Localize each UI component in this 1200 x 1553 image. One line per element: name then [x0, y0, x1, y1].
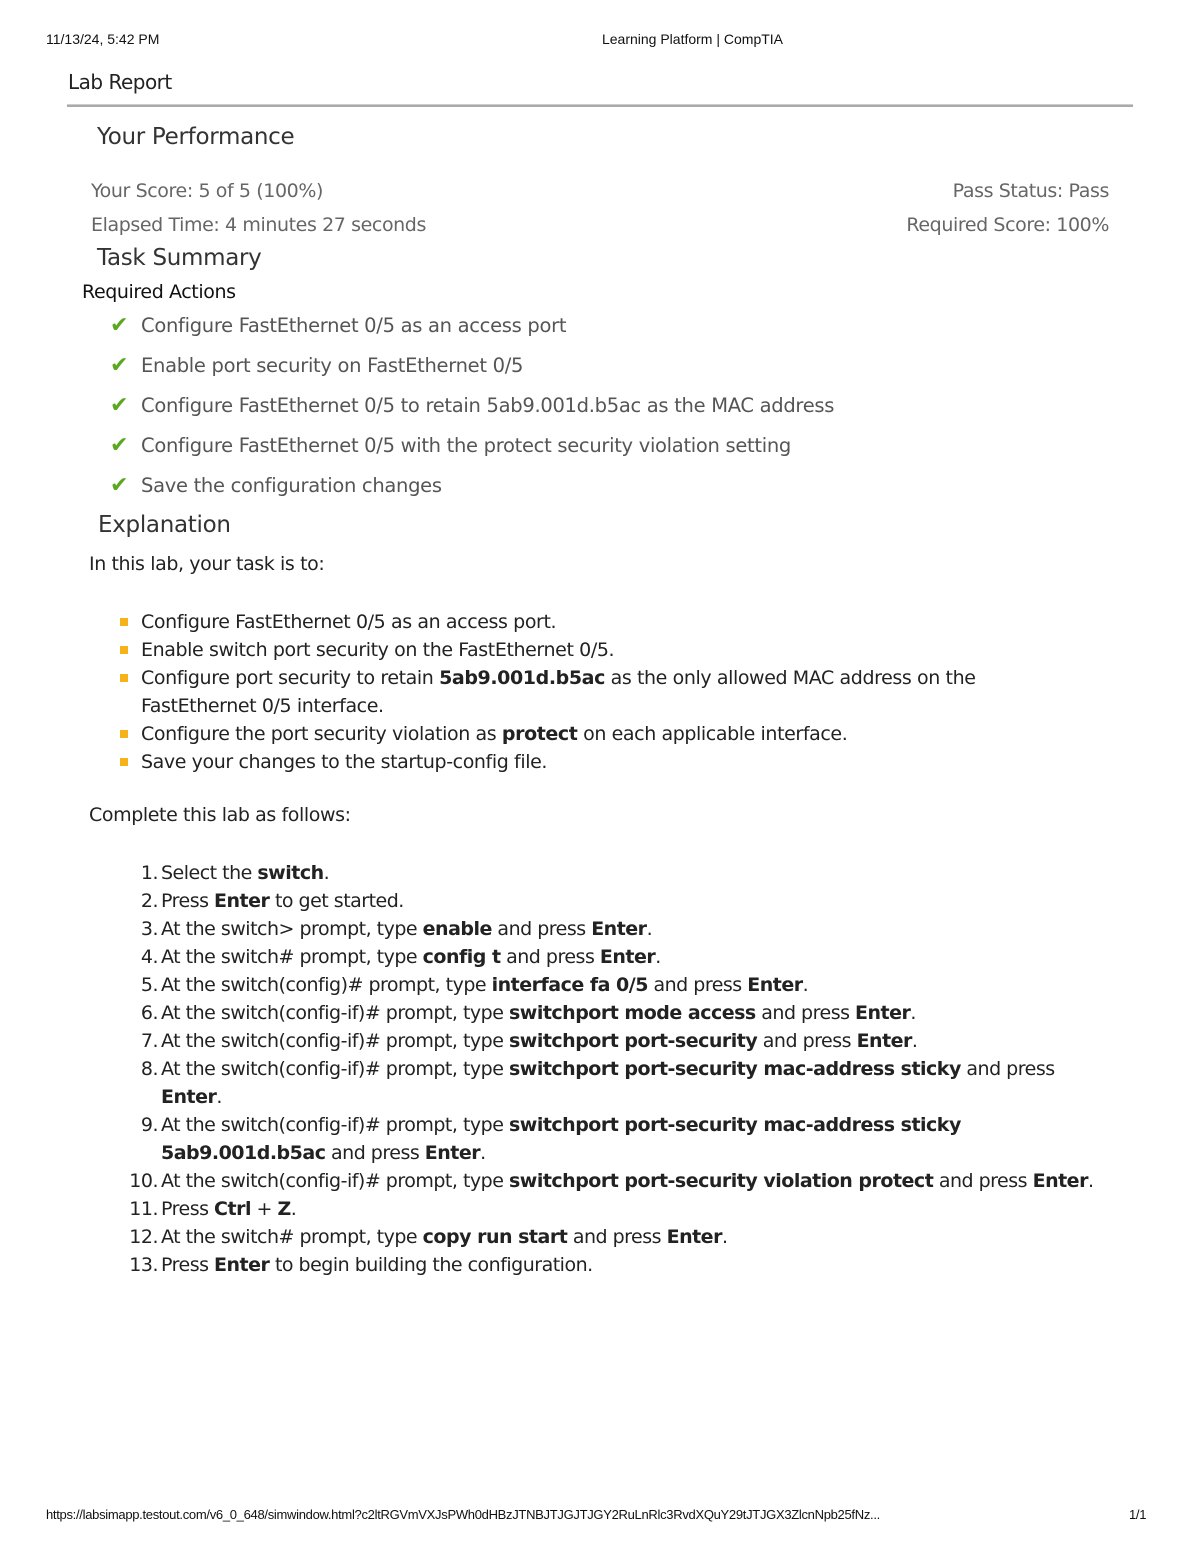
bold-term: interface fa 0/5 [491, 974, 648, 996]
text-segment: At the switch(config-if)# prompt, type [161, 1114, 509, 1136]
text-segment: to get started. [269, 890, 404, 912]
step-number: 10. [129, 1170, 158, 1192]
print-page-title: Learning Platform | CompTIA [601, 31, 784, 47]
bold-term: switchport port-security violation protect [508, 1170, 934, 1192]
bold-term: switchport mode access [508, 1002, 756, 1024]
step-item [120, 943, 1110, 971]
bold-term: switchport port-security [508, 1030, 758, 1052]
steps-intro: Complete this lab as follows: [89, 804, 351, 826]
text-segment: to begin building the configuration. [269, 1254, 593, 1276]
bold-term: Ctrl [214, 1198, 251, 1220]
text-segment: and press [933, 1170, 1033, 1192]
text-segment: At the switch# prompt, type [161, 946, 423, 968]
print-url: https://labsimapp.testout.com/v6_0_648/simwindow.html?c2ltRGVmVXJsPWh0dHBzJTNBJTJGJTJGY2RuLnRlc3RvdXQuY29tJTJGX3ZlcnNpb25fNz... [46, 1507, 880, 1522]
text-segment: At the switch(config-if)# prompt, type [161, 1002, 509, 1024]
text-segment: Enable switch port security on the FastEthernet 0/5. [141, 639, 615, 661]
text-segment: . [480, 1142, 486, 1164]
bold-term: protect [501, 723, 578, 745]
text-segment: on each applicable interface. [577, 723, 848, 745]
step-number: 7. [140, 1030, 158, 1052]
step-item [120, 1195, 1110, 1223]
step-item [120, 1251, 1110, 1279]
required-action-text: Save the configuration changes [141, 474, 442, 497]
bold-term: Enter [214, 1254, 270, 1276]
bold-term: Enter [591, 918, 647, 940]
pass-status-text: Pass Status: Pass [952, 180, 1109, 202]
task-bullet-item [118, 608, 1018, 636]
text-segment: and press [755, 1002, 856, 1024]
print-datetime: 11/13/24, 5:42 PM [46, 31, 160, 47]
required-actions-label: Required Actions [82, 281, 236, 303]
text-segment: At the switch(config-if)# prompt, type [161, 1170, 509, 1192]
step-number: 2. [140, 890, 158, 912]
step-number: 8. [140, 1058, 158, 1080]
bold-term: switch [257, 862, 324, 884]
checkmark-icon: ✔ [110, 473, 129, 498]
bold-term: 5ab9.001d.b5ac [439, 667, 605, 689]
checkmark-icon: ✔ [110, 433, 129, 458]
text-segment: At the switch(config-if)# prompt, type [161, 1058, 509, 1080]
required-action-text: Configure FastEthernet 0/5 as an access port [141, 314, 567, 337]
bold-term: Z [277, 1198, 291, 1220]
step-item [120, 859, 1110, 887]
text-segment: and press [960, 1058, 1055, 1080]
text-segment: Select the [161, 862, 258, 884]
task-bullet-item [118, 720, 1018, 748]
step-number: 3. [140, 918, 158, 940]
task-bullet-item [118, 636, 1018, 664]
bold-term: Enter [855, 1002, 911, 1024]
bold-term: config t [422, 946, 501, 968]
step-number: 5. [140, 974, 158, 996]
text-segment: . [216, 1086, 222, 1108]
text-segment: . [655, 946, 661, 968]
task-summary-heading: Task Summary [97, 245, 262, 271]
step-number: 4. [140, 946, 158, 968]
bold-term: switchport port-security mac-address sticky [508, 1058, 961, 1080]
step-number: 9. [140, 1114, 158, 1136]
bold-term: Enter [747, 974, 803, 996]
step-number: 6. [140, 1002, 158, 1024]
text-segment: Configure FastEthernet 0/5 as an access port. [141, 611, 557, 633]
required-action-item [110, 386, 834, 426]
steps-list [120, 859, 1110, 1279]
required-score-text: Required Score: 100% [906, 214, 1109, 236]
text-segment: . [1087, 1170, 1094, 1192]
bold-term: switchport port-security mac-address sticky 5ab9.001d.b5ac [161, 1114, 961, 1164]
bold-term: Enter [1032, 1170, 1088, 1192]
bold-term: copy run start [422, 1226, 568, 1248]
bold-term: Enter [161, 1086, 217, 1108]
text-segment: Configure the port security violation as [141, 723, 502, 745]
required-action-text: Enable port security on FastEthernet 0/5 [141, 354, 524, 377]
step-number: 11. [129, 1198, 158, 1220]
text-segment: Press [161, 890, 215, 912]
text-segment: Configure port security to retain [141, 667, 440, 689]
required-action-item [110, 426, 834, 466]
checkmark-icon: ✔ [110, 313, 129, 338]
step-item [120, 1223, 1110, 1251]
step-item [120, 1055, 1110, 1111]
step-item [120, 887, 1110, 915]
required-action-text: Configure FastEthernet 0/5 with the protect security violation setting [141, 434, 792, 457]
step-item [120, 1111, 1110, 1167]
text-segment: . [911, 1030, 918, 1052]
checkmark-icon: ✔ [110, 393, 129, 418]
required-action-item [110, 306, 834, 346]
text-segment: Press [161, 1254, 215, 1276]
page-count: 1/1 [1129, 1507, 1147, 1522]
checkmark-icon: ✔ [110, 353, 129, 378]
text-segment: At the switch# prompt, type [161, 1226, 423, 1248]
text-segment: At the switch(config-if)# prompt, type [161, 1030, 509, 1052]
text-segment: and press [325, 1142, 425, 1164]
text-segment: and press [757, 1030, 857, 1052]
required-actions-list [110, 306, 834, 506]
bold-term: Enter [214, 890, 270, 912]
bold-term: Enter [599, 946, 656, 968]
bold-term: enable [422, 918, 492, 940]
explanation-intro: In this lab, your task is to: [89, 553, 325, 575]
text-segment: . [802, 974, 809, 996]
task-bullet-item [118, 664, 1018, 720]
score-text: Your Score: 5 of 5 (100%) [91, 180, 324, 202]
step-number: 13. [129, 1254, 158, 1276]
text-segment: + [250, 1198, 278, 1220]
bold-term: Enter [666, 1226, 722, 1248]
text-segment: Press [161, 1198, 215, 1220]
explanation-heading: Explanation [98, 512, 231, 538]
bold-term: Enter [856, 1030, 912, 1052]
step-item [120, 971, 1110, 999]
step-item [120, 1027, 1110, 1055]
step-item [120, 915, 1110, 943]
lab-report-title: Lab Report [68, 70, 172, 94]
text-segment: . [646, 918, 653, 940]
text-segment: . [721, 1226, 728, 1248]
text-segment: as the only allowed MAC address on the FastEthernet 0/5 interface. [141, 667, 976, 717]
title-divider [67, 104, 1133, 107]
text-segment: . [323, 862, 330, 884]
bold-term: Enter [424, 1142, 481, 1164]
text-segment: and press [647, 974, 748, 996]
text-segment: and press [500, 946, 600, 968]
step-number: 12. [129, 1226, 158, 1248]
task-bullet-item [118, 748, 1018, 776]
text-segment: At the switch(config)# prompt, type [161, 974, 492, 996]
required-action-text: Configure FastEthernet 0/5 to retain 5ab9.001d.b5ac as the MAC address [141, 394, 835, 417]
task-bullet-list [118, 608, 1018, 776]
text-segment: . [290, 1198, 297, 1220]
text-segment: . [910, 1002, 916, 1024]
text-segment: and press [491, 918, 592, 940]
text-segment: and press [567, 1226, 667, 1248]
text-segment: Save your changes to the startup-config file. [141, 751, 548, 773]
step-number: 1. [140, 862, 158, 884]
step-item [120, 999, 1110, 1027]
text-segment: At the switch> prompt, type [161, 918, 423, 940]
required-action-item [110, 346, 834, 386]
step-item [120, 1167, 1110, 1195]
performance-heading: Your Performance [97, 124, 295, 150]
required-action-item [110, 466, 834, 506]
elapsed-time-text: Elapsed Time: 4 minutes 27 seconds [91, 214, 426, 236]
